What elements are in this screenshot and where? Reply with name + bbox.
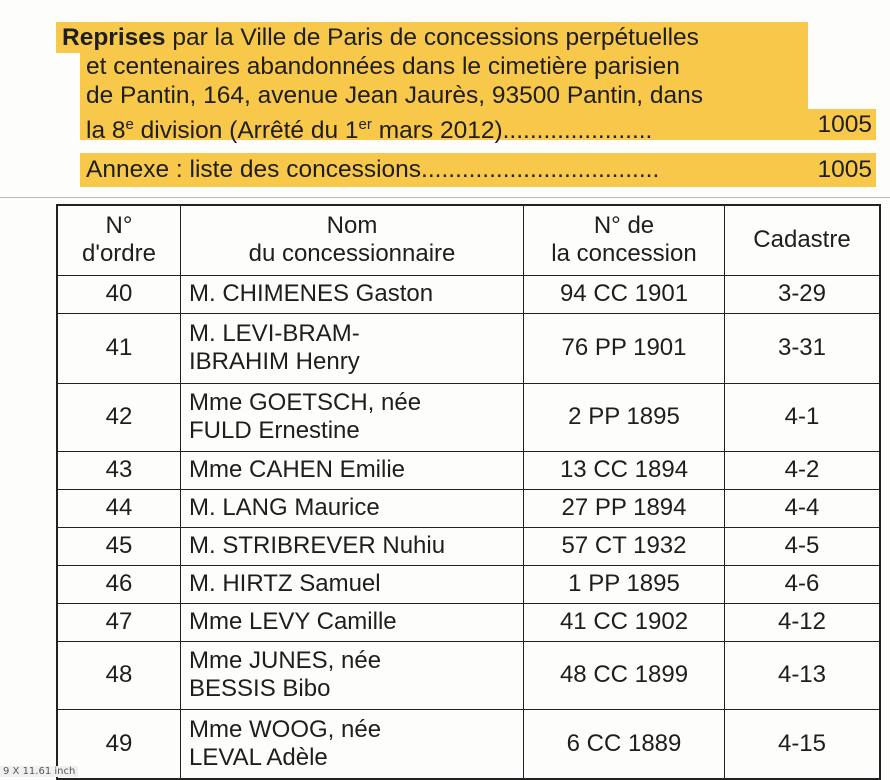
- cell-concession-number: 1 PP 1895: [524, 565, 725, 603]
- cell-cadastre: 4-15: [725, 709, 881, 779]
- cell-cadastre: 4-5: [725, 527, 881, 565]
- cell-concessionnaire: [181, 275, 524, 313]
- line4-sup1: e: [125, 116, 134, 133]
- cell-concessionnaire: [181, 383, 524, 451]
- name-line: Mme CAHEN Emilie: [189, 456, 406, 483]
- header-text: N°: [105, 212, 133, 240]
- cell-cadastre: 4-4: [725, 489, 881, 527]
- line4-a: la 8: [86, 117, 126, 145]
- cell-order-number: 49: [57, 709, 181, 779]
- name-line: M. STRIBREVER Nuhiu: [189, 532, 446, 559]
- name-line: Mme JUNES, née: [189, 647, 382, 674]
- name-line: Mme WOOG, née: [189, 715, 382, 743]
- annex-dots: ...................................: [421, 156, 660, 183]
- table-header-row: [57, 205, 880, 275]
- header-line-3: de Pantin, 164, avenue Jean Jaurès, 93500 Pantin, dans: [80, 80, 808, 111]
- cell-cadastre: 4-12: [725, 603, 881, 641]
- cell-concession-number: 57 CT 1932: [524, 527, 725, 565]
- cell-concessionnaire: [181, 527, 524, 565]
- cell-order-number: 48: [57, 641, 181, 709]
- name-line: FULD Ernestine: [189, 417, 360, 444]
- concessions-table: [56, 204, 881, 780]
- name-line: IBRAHIM Henry: [189, 348, 360, 375]
- cell-concession-number: 76 PP 1901: [524, 313, 725, 383]
- name-line: M. HIRTZ Samuel: [189, 570, 381, 597]
- cell-concession-number: 6 CC 1889: [524, 709, 725, 779]
- cell-concessionnaire: [181, 641, 524, 709]
- separator-rule: [0, 197, 890, 198]
- name-line: LEVAL Adèle: [189, 743, 328, 771]
- col-header-cadastre: [725, 205, 881, 275]
- cell-order-number: 40: [57, 275, 181, 313]
- name-line: M. LEVI-BRAM-: [189, 320, 360, 347]
- cell-concession-number: 94 CC 1901: [524, 275, 725, 313]
- title-bold: Reprises: [62, 24, 166, 51]
- annex-page-number: 1005: [817, 156, 872, 183]
- name-line: Mme GOETSCH, née: [189, 389, 422, 416]
- name-line: M. CHIMENES Gaston: [189, 280, 434, 307]
- line4-b: division (Arrêté du 1: [133, 117, 359, 145]
- header-line-2: et centenaires abandonnées dans le cimetière parisien: [80, 51, 808, 82]
- page-dimensions: 9 X 11.61 inch: [0, 766, 78, 777]
- header-line-1-text: par la Ville de Paris de concessions perpétuelles: [165, 24, 699, 51]
- header-text: Cadastre: [753, 226, 851, 254]
- cell-order-number: 45: [57, 527, 181, 565]
- table-row: [57, 313, 880, 383]
- table-row: [57, 383, 880, 451]
- annex-line: [80, 153, 876, 187]
- header-line-4: [80, 109, 876, 145]
- cell-cadastre: 3-29: [725, 275, 881, 313]
- header-text: Nom: [326, 212, 378, 240]
- table-row: [57, 641, 880, 709]
- table-row: [57, 565, 880, 603]
- annex-label: Annexe : liste des concessions: [86, 156, 422, 183]
- cell-order-number: 44: [57, 489, 181, 527]
- cell-cadastre: 4-1: [725, 383, 881, 451]
- table-body: [57, 275, 880, 779]
- table-row: [57, 275, 880, 313]
- header-text: d'ordre: [82, 240, 156, 268]
- cell-concession-number: 48 CC 1899: [524, 641, 725, 709]
- line4-c: mars 2012): [371, 117, 503, 145]
- col-header-order: [57, 205, 181, 275]
- name-line: Mme LEVY Camille: [189, 608, 397, 635]
- cell-order-number: 42: [57, 383, 181, 451]
- table-row: [57, 527, 880, 565]
- cell-concessionnaire: [181, 489, 524, 527]
- col-header-name: [181, 205, 524, 275]
- cell-order-number: 46: [57, 565, 181, 603]
- cell-concession-number: 13 CC 1894: [524, 451, 725, 489]
- cell-cadastre: 3-31: [725, 313, 881, 383]
- cell-order-number: 47: [57, 603, 181, 641]
- table-row: [57, 709, 880, 779]
- cell-concessionnaire: [181, 709, 524, 779]
- cell-concessionnaire: [181, 313, 524, 383]
- line4-sup2: er: [358, 116, 372, 133]
- cell-concession-number: 2 PP 1895: [524, 383, 725, 451]
- cell-cadastre: 4-6: [725, 565, 881, 603]
- name-line: BESSIS Bibo: [189, 675, 331, 702]
- header-line-1: [56, 22, 808, 53]
- page-number: 1005: [817, 111, 872, 138]
- col-header-concession: [524, 205, 725, 275]
- name-line: M. LANG Maurice: [189, 494, 380, 521]
- cell-cadastre: 4-2: [725, 451, 881, 489]
- cell-order-number: 41: [57, 313, 181, 383]
- header-text: la concession: [551, 240, 697, 268]
- cell-concession-number: 41 CC 1902: [524, 603, 725, 641]
- cell-concessionnaire: [181, 565, 524, 603]
- header-text: N° de: [593, 212, 655, 240]
- cell-concession-number: 27 PP 1894: [524, 489, 725, 527]
- cell-order-number: 43: [57, 451, 181, 489]
- line4-dots: ......................: [502, 117, 653, 145]
- header-text: du concessionnaire: [248, 240, 456, 268]
- cell-concessionnaire: [181, 603, 524, 641]
- cell-concessionnaire: [181, 451, 524, 489]
- table-row: [57, 451, 880, 489]
- cell-cadastre: 4-13: [725, 641, 881, 709]
- table-row: [57, 603, 880, 641]
- table-row: [57, 489, 880, 527]
